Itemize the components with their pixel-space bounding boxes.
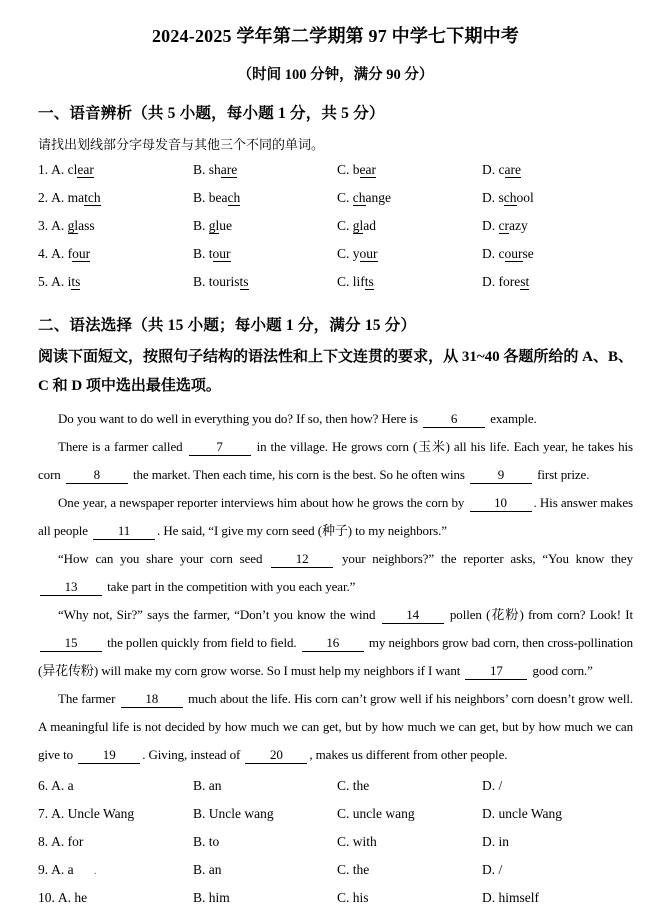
underlined-letters: our: [212, 246, 231, 261]
question-number: 6.: [38, 778, 49, 793]
exam-title: 2024-2025 学年第二学期第 97 中学七下期中考: [151, 26, 520, 46]
underlined-letters: ear: [359, 162, 376, 177]
section1-instruction: 请找出划线部分字母发音与其他三个不同的单词。: [38, 137, 325, 152]
option-a: A. four: [51, 246, 91, 261]
underlined-letters: st: [520, 274, 530, 289]
option-c: C. bear: [337, 162, 376, 177]
option-b: B. him: [193, 890, 230, 905]
underlined-letters: our: [504, 246, 523, 261]
option-d: D. school: [482, 190, 534, 205]
question-number: 7.: [38, 806, 49, 821]
option-c: C. the: [337, 778, 370, 793]
question-row-4: [38, 240, 633, 268]
option-c: C. uncle wang: [337, 806, 415, 821]
option-a: A. Uncle Wang: [51, 806, 135, 821]
option-b: B. Uncle wang: [193, 806, 274, 821]
phonetics-question-list: [38, 156, 633, 296]
option-d: D. uncle Wang: [482, 806, 563, 821]
question-number: 4.: [38, 246, 49, 261]
question-row-8: [38, 828, 633, 856]
answer-blank-14: 14: [382, 606, 444, 624]
underlined-letters: ch: [227, 190, 241, 205]
option-a: A. a: [51, 862, 74, 877]
question-row-10: [38, 884, 633, 912]
option-d: D. /: [482, 778, 503, 793]
option-d: D. care: [482, 162, 521, 177]
answer-blank-19: 19: [78, 746, 140, 764]
question-row-2: [38, 184, 633, 212]
answer-blank-8: 8: [66, 466, 128, 484]
option-d: D. course: [482, 246, 534, 261]
option-a: A. a: [51, 778, 74, 793]
underlined-letters: ear: [77, 162, 94, 177]
option-b: B. to: [193, 834, 220, 849]
answer-blank-13: 13: [40, 578, 102, 596]
answer-blank-10: 10: [470, 494, 532, 512]
option-a: A. clear: [51, 162, 94, 177]
option-b: B. glue: [193, 218, 233, 233]
question-row-1: [38, 156, 633, 184]
question-number: 8.: [38, 834, 49, 849]
option-b: B. an: [193, 862, 222, 877]
option-c: C. glad: [337, 218, 377, 233]
underlined-letters: cr: [498, 218, 509, 233]
grammar-question-list: [38, 772, 633, 912]
underlined-letters: ch: [503, 190, 517, 205]
underlined-letters: ts: [71, 274, 81, 289]
passage-paragraph-2: There is a farmer called 7 in the village. He grows corn (玉米) all his life. Each year, he takes his corn 8 the market. Then each time, his corn is the best. So he often wins 9 first prize.: [38, 439, 633, 482]
option-c: C. lifts: [337, 274, 374, 289]
question-row-6: [38, 772, 633, 800]
question-number: 2.: [38, 190, 49, 205]
underlined-letters: ts: [239, 274, 249, 289]
option-c: C. with: [337, 834, 377, 849]
underlined-letters: our: [359, 246, 378, 261]
option-a: A. glass: [51, 218, 95, 233]
question-number: 9.: [38, 862, 49, 877]
section2-instruction: 阅读下面短文，按照句子结构的语法性和上下文连贯的要求，从 31~40 各题所给的 A、B、C 和 D 项中选出最佳选项。: [38, 349, 633, 394]
question-row-9: [38, 856, 633, 884]
section2-heading: 二、语法选择（共 15 小题；每小题 1 分，满分 15 分）: [38, 317, 417, 334]
answer-blank-15: 15: [40, 634, 102, 652]
underlined-letters: gl: [352, 218, 364, 233]
answer-blank-6: 6: [423, 410, 485, 428]
cloze-passage: [38, 405, 633, 769]
section1-heading: 一、语音辨析（共 5 小题，每小题 1 分，共 5 分）: [38, 105, 385, 122]
underlined-letters: are: [220, 162, 238, 177]
question-row-7: [38, 800, 633, 828]
option-b: B. beach: [193, 190, 241, 205]
option-d: D. /: [482, 862, 503, 877]
answer-blank-18: 18: [121, 690, 183, 708]
answer-blank-12: 12: [271, 550, 333, 568]
option-a: A. its: [51, 274, 81, 289]
answer-blank-9: 9: [470, 466, 532, 484]
passage-paragraph-3: One year, a newspaper reporter interviews him about how he grows the corn by 10 . His answer makes all people 11 . He said, “I give my corn seed (种子) to my neighbors.”: [38, 495, 633, 538]
option-c: C. change: [337, 190, 391, 205]
option-a: A. for: [51, 834, 84, 849]
option-d: D. in: [482, 834, 509, 849]
underlined-letters: gl: [67, 218, 79, 233]
option-c: C. your: [337, 246, 378, 261]
option-b: B. tourists: [193, 274, 249, 289]
underlined-letters: ch: [352, 190, 366, 205]
underlined-letters: are: [504, 162, 521, 177]
underlined-letters: tch: [84, 190, 101, 205]
question-number: 3.: [38, 218, 49, 233]
option-b: B. an: [193, 778, 222, 793]
answer-blank-7: 7: [189, 438, 251, 456]
answer-blank-16: 16: [302, 634, 364, 652]
underlined-letters: our: [72, 246, 91, 261]
option-b: B. share: [193, 162, 238, 177]
option-d: D. himself: [482, 890, 539, 905]
option-c: C. his: [337, 890, 369, 905]
question-number: 1.: [38, 162, 49, 177]
option-d: D. forest: [482, 274, 530, 289]
passage-paragraph-1: Do you want to do well in everything you do? If so, then how? Here is 6 example.: [58, 411, 537, 426]
underlined-letters: gl: [208, 218, 220, 233]
stray-mark: .: [94, 866, 97, 877]
answer-blank-11: 11: [93, 522, 155, 540]
answer-blank-17: 17: [465, 662, 527, 680]
passage-paragraph-5: “Why not, Sir?” says the farmer, “Don’t you know the wind 14 pollen (花粉) from corn? Look! It 15 the pollen quickly from field to field. 16 my neighbors grow bad corn, then cross-pollination (异花传粉) will make my corn grow worse. So I must help my neighbors if I want 17 good corn.”: [38, 607, 633, 678]
passage-paragraph-4: “How can you share your corn seed 12 your neighbors?” the reporter asks, “You know they 13 take part in the competition with you each year.”: [38, 545, 633, 601]
answer-blank-20: 20: [245, 746, 307, 764]
question-row-3: [38, 212, 633, 240]
option-c: C. the: [337, 862, 370, 877]
option-b: B. tour: [193, 246, 231, 261]
option-a: A. he: [57, 890, 88, 905]
underlined-letters: ts: [364, 274, 374, 289]
question-row-5: [38, 268, 633, 296]
exam-subtitle: （时间 100 分钟，满分 90 分）: [237, 67, 434, 83]
option-a: A. match: [51, 190, 101, 205]
option-d: D. crazy: [482, 218, 528, 233]
question-number: 5.: [38, 274, 49, 289]
question-number: 10.: [38, 890, 55, 905]
passage-paragraph-6: The farmer 18 much about the life. His corn can’t grow well if his neighbors’ corn doesn’t grow well. A meaningful life is not decided by how much we can get, but by how much we can get, but by how much we can give to 19 . Giving, instead of 20 , makes us different from other people.: [38, 691, 633, 762]
